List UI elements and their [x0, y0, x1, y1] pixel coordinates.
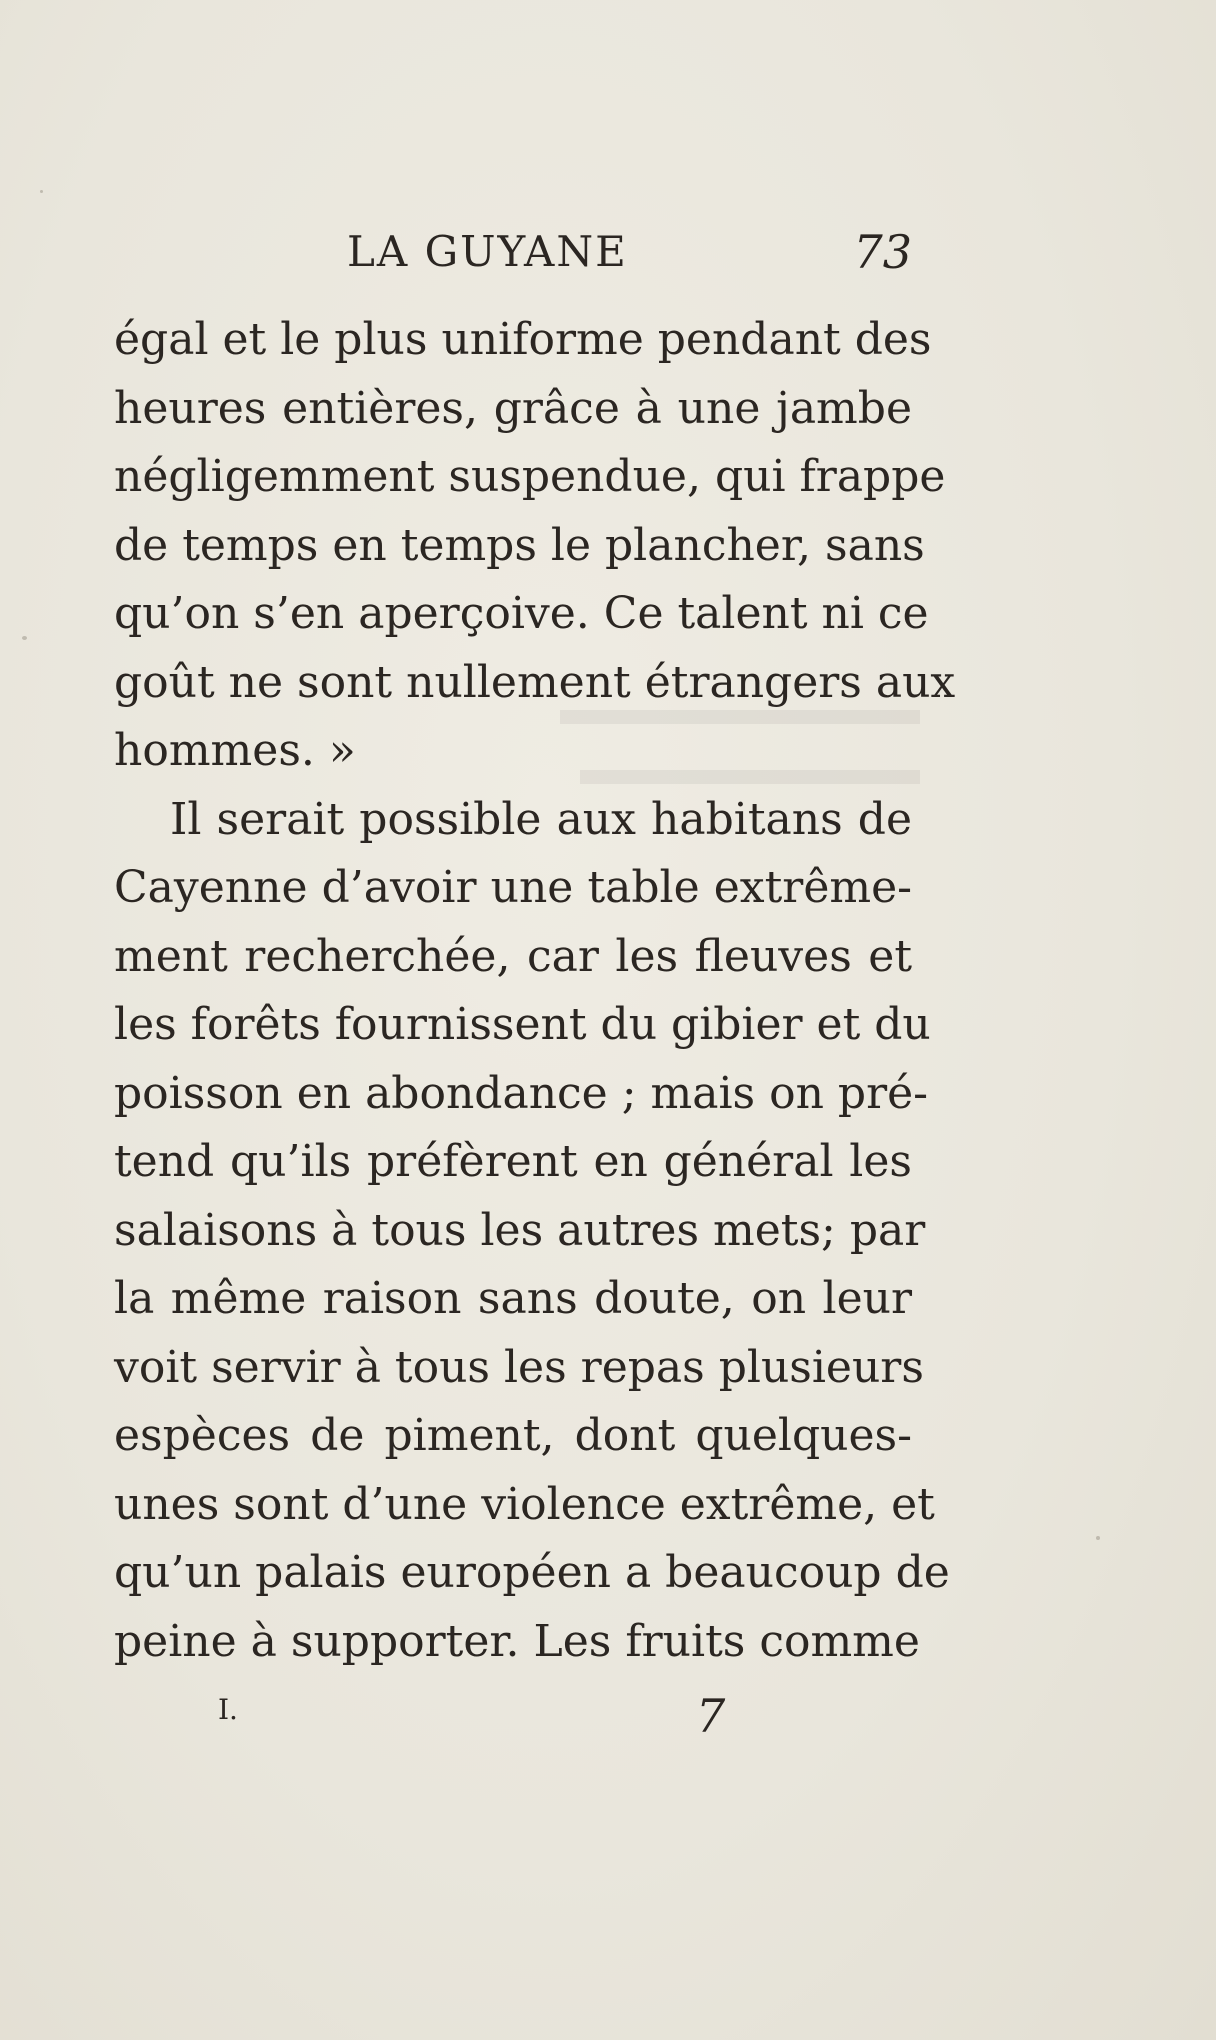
text-line: Cayenne d’avoir une table extrême-: [114, 862, 912, 913]
page-number: 73: [853, 225, 912, 279]
page-footer: [114, 1690, 912, 1750]
body-text: [114, 306, 956, 1676]
text-line: espèces de piment, dont quelques-: [114, 1410, 912, 1461]
text-line: égal et le plus uniforme pendant des: [114, 314, 932, 365]
text-line: la même raison sans doute, on leur: [114, 1273, 912, 1324]
text-line: ment recherchée, car les fleuves et: [114, 930, 912, 982]
text-line: qu’un palais européen a beaucoup de: [114, 1547, 950, 1598]
text-line: poisson en abondance ; mais on pré-: [114, 1067, 929, 1119]
signature-mark: 7: [696, 1689, 726, 1743]
text-line: négligemment suspendue, qui frappe: [114, 451, 946, 502]
text-line: de temps en temps le plancher, sans: [114, 519, 925, 571]
running-title: LA GUYANE: [347, 227, 628, 276]
text-line: peine à supporter. Les fruits comme: [114, 1615, 920, 1667]
volume-mark: I.: [218, 1693, 238, 1726]
text-line: voit servir à tous les repas plusieurs: [114, 1341, 924, 1393]
page-header: [114, 222, 912, 282]
text-line: tend qu’ils préfèrent en général les: [114, 1136, 912, 1187]
text-line: qu’on s’en aperçoive. Ce talent ni ce: [114, 588, 929, 639]
paper-speck: [22, 636, 27, 640]
paper-speck: [40, 190, 43, 193]
text-line: les forêts fournissent du gibier et du: [114, 999, 931, 1050]
text-line: hommes. »: [114, 725, 356, 776]
text-line: heures entières, grâce à une jambe: [114, 382, 912, 434]
text-line: goût ne sont nullement étrangers aux: [114, 656, 956, 708]
text-line: unes sont d’une violence extrême, et: [114, 1478, 935, 1530]
text-line: salaisons à tous les autres mets; par: [114, 1204, 926, 1256]
paper-speck: [1096, 1536, 1100, 1540]
text-line: Il serait possible aux habitans de: [170, 793, 912, 845]
